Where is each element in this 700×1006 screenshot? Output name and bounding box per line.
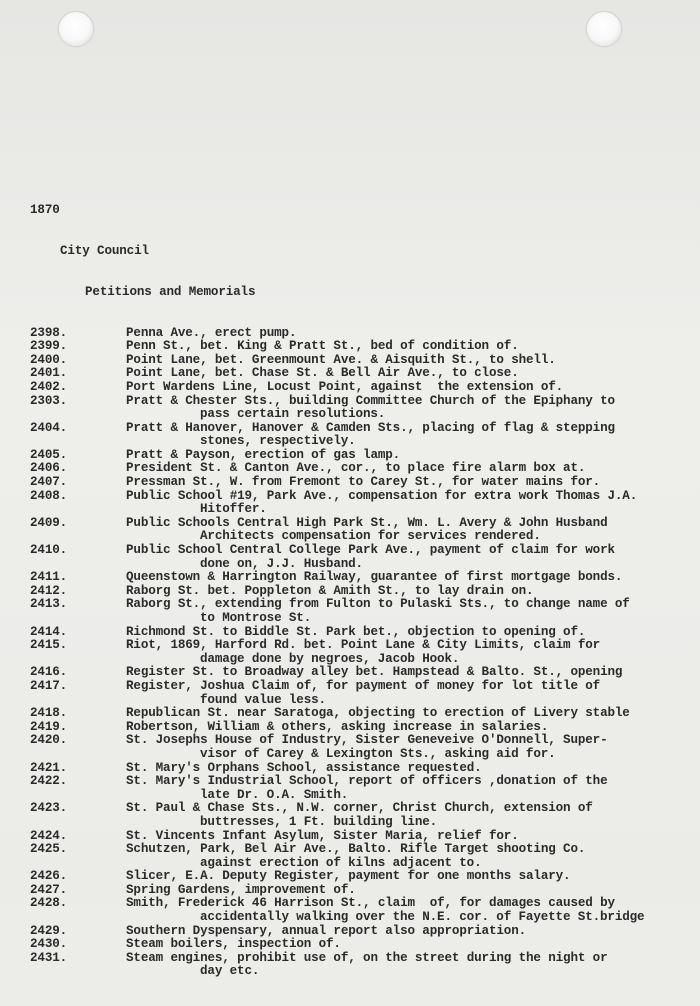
entry-text: Raborg St. bet. Poppleton & Amith St., to lay drain on. [126,583,534,598]
entry-number: 2408. [30,488,68,503]
entry-row [30,762,692,776]
entry-text: Register St. to Broadway alley bet. Hampstead & Balto. St., opening [126,665,623,680]
entry-row [30,422,692,449]
entry-row [30,802,692,829]
entry-row [30,897,692,924]
entry-row [30,666,692,680]
entry-row [30,354,692,368]
entry-text: Spring Gardens, improvement of. [126,882,356,897]
entry-row [30,490,692,517]
entry-text: Southern Dyspensary, annual report also appropriation. [126,923,527,938]
entry-number: 2303. [30,393,68,408]
entry-number: 2405. [30,447,68,462]
entry-number: 2429. [30,923,68,938]
entry-row [30,476,692,490]
entry-text: St. Josephs House of Industry, Sister Geneveive O'Donnell, Super- [126,733,608,748]
council-heading: City Council [60,243,149,258]
entry-text: St. Paul & Chase Sts., N.W. corner, Christ Church, extension of [126,801,593,816]
entry-number: 2406. [30,461,68,476]
entry-continuation: found value less. [200,692,326,707]
entry-text: St. Mary's Industrial School, report of officers ,donation of the [126,774,608,789]
entry-number: 2430. [30,937,68,952]
entry-continuation: damage done by negroes, Jacob Hook. [200,651,460,666]
entry-continuation: against erection of kilns adjacent to. [200,855,482,870]
entry-continuation: day etc. [200,964,260,979]
entry-text: Steam engines, prohibit use of, on the street during the night or [126,950,608,965]
entry-row [30,680,692,707]
entry-number: 2424. [30,828,68,843]
entry-row [30,340,692,354]
entry-text: Queenstown & Harrington Railway, guarantee of first mortgage bonds. [126,570,623,585]
entry-number: 2431. [30,950,68,965]
entry-row [30,585,692,599]
entry-text: President St. & Canton Ave., cor., to place fire alarm box at. [126,461,586,476]
entry-row [30,925,692,939]
entry-number: 2409. [30,515,68,530]
entry-text: Public Schools Central High Park St., Wm. L. Avery & John Husband [126,515,608,530]
entry-text: Schutzen, Park, Bel Air Ave., Balto. Rifle Target shooting Co. [126,842,586,857]
entry-text: Pratt & Payson, erection of gas lamp. [126,447,401,462]
entry-text: Riot, 1869, Harford Rd. bet. Point Lane & City Limits, claim for [126,638,601,653]
entry-text: Port Wardens Line, Locust Point, against the extension of. [126,379,564,394]
punch-hole-left [59,12,93,46]
entry-row [30,381,692,395]
entry-number: 2402. [30,379,68,394]
entry-row [30,707,692,721]
entry-row [30,598,692,625]
entry-row [30,775,692,802]
typed-index-text [30,177,692,1006]
entry-number: 2417. [30,678,68,693]
entry-row [30,721,692,735]
entry-text: Public School Central College Park Ave., payment of claim for work [126,543,615,558]
entry-number: 2415. [30,638,68,653]
entry-continuation: Hitoffer. [200,502,267,517]
entry-row [30,544,692,571]
entry-text: Point Lane, bet. Greenmount Ave. & Aisquith St., to shell. [126,352,556,367]
entry-number: 2428. [30,896,68,911]
entry-text: Robertson, William & others, asking increase in salaries. [126,719,549,734]
entry-row [30,830,692,844]
entry-text: Steam boilers, inspection of. [126,937,341,952]
entry-number: 2423. [30,801,68,816]
entry-row [30,870,692,884]
entry-number: 2413. [30,597,68,612]
entry-row [30,462,692,476]
entry-text: Pratt & Hanover, Hanover & Camden Sts., placing of flag & stepping [126,420,615,435]
entry-row [30,449,692,463]
entry-continuation: pass certain resolutions. [200,407,386,422]
entry-row [30,517,692,544]
entry-continuation: to Montrose St. [200,611,312,625]
entry-row [30,327,692,341]
entry-row [30,395,692,422]
entry-number: 2401. [30,366,68,381]
entry-list [30,327,692,980]
entry-number: 2419. [30,719,68,734]
year-heading: 1870 [30,203,60,218]
entry-number: 2400. [30,352,68,367]
entry-continuation: visor of Carey & Lexington Sts., asking aid for. [200,746,556,761]
entry-text: Richmond St. to Biddle St. Park bet., objection to opening of. [126,624,586,639]
entry-row [30,938,692,952]
entry-text: St. Mary's Orphans School, assistance requested. [126,760,482,775]
entry-text: St. Vincents Infant Asylum, Sister Maria, relief for. [126,828,519,843]
entry-text: Pressman St., W. from Fremont to Carey St., for water mains for. [126,475,601,490]
entry-row [30,367,692,381]
entry-continuation: accidentally walking over the N.E. cor. of Fayette St.bridge [200,910,645,925]
entry-text: Penna Ave., erect pump. [126,325,297,340]
entry-number: 2420. [30,733,68,748]
entry-number: 2421. [30,760,68,775]
entry-row [30,571,692,585]
entry-continuation: done on, J.J. Husband. [200,556,363,571]
entry-row [30,734,692,761]
entry-continuation: Architects compensation for services rendered. [200,529,541,544]
entry-row [30,952,692,979]
entry-row [30,843,692,870]
entry-number: 2404. [30,420,68,435]
entry-number: 2399. [30,339,68,354]
entry-text: Register, Joshua Claim of, for payment of money for lot title of [126,678,601,693]
entry-text: Raborg St., extending from Fulton to Pulaski Sts., to change name of [126,597,630,612]
entry-text: Slicer, E.A. Deputy Register, payment for one months salary. [126,869,571,884]
entry-text: Pratt & Chester Sts., building Committee Church of the Epiphany to [126,393,615,408]
entry-number: 2411. [30,570,68,585]
entry-continuation: late Dr. O.A. Smith. [200,787,349,802]
entry-number: 2410. [30,543,68,558]
entry-number: 2425. [30,842,68,857]
entry-number: 2422. [30,774,68,789]
entry-continuation: buttresses, 1 Ft. building line. [200,814,438,829]
entry-text: Point Lane, bet. Chase St. & Bell Air Ave., to close. [126,366,519,381]
entry-row [30,884,692,898]
entry-text: Penn St., bet. King & Pratt St., bed of condition of. [126,339,519,354]
entry-text: Public School #19, Park Ave., compensation for extra work Thomas J.A. [126,488,638,503]
entry-text: Smith, Frederick 46 Harrison St., claim of, for damages caused by [126,896,615,911]
entry-number: 2416. [30,665,68,680]
section-heading: Petitions and Memorials [85,284,256,299]
entry-continuation: stones, respectively. [200,434,356,449]
entry-number: 2412. [30,583,68,598]
entry-row [30,639,692,666]
entry-row [30,626,692,640]
entry-number: 2418. [30,706,68,721]
entry-number: 2398. [30,325,68,340]
punch-hole-right [587,12,621,46]
entry-text: Republican St. near Saratoga, objecting to erection of Livery stable [126,706,630,721]
entry-number: 2426. [30,869,68,884]
entry-number: 2407. [30,475,68,490]
entry-number: 2414. [30,624,68,639]
entry-number: 2427. [30,882,68,897]
